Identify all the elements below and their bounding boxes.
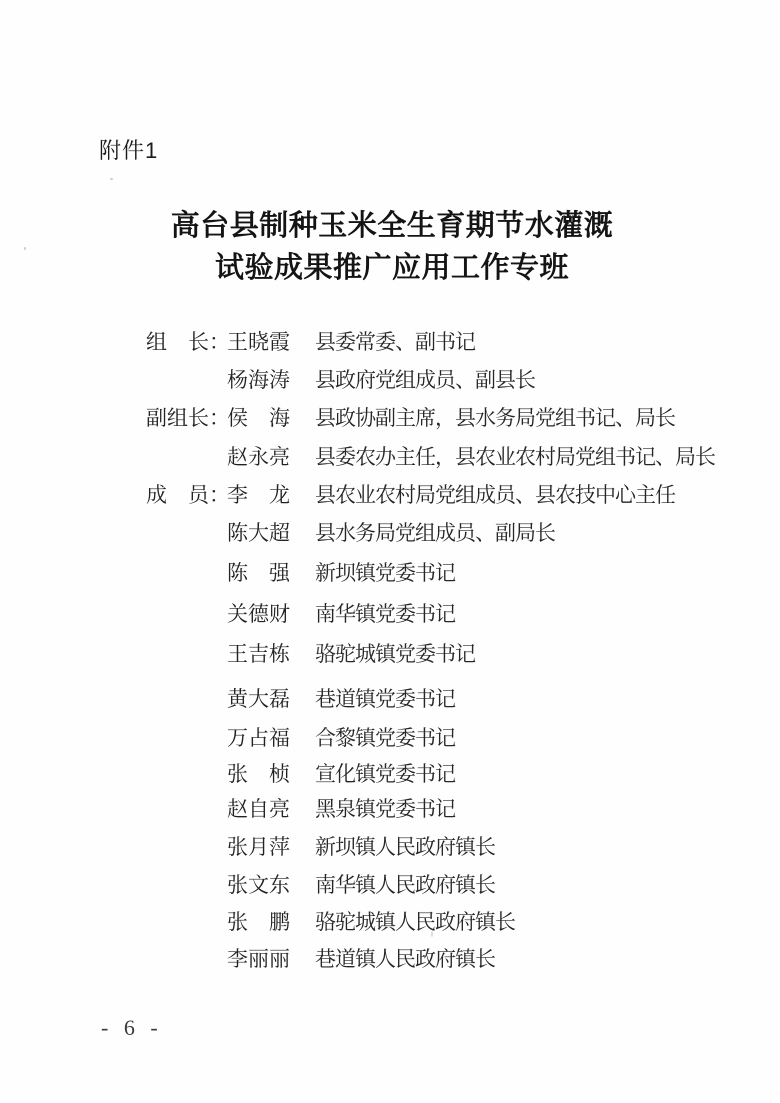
member-title: 县农业农村局党组成员、县农技中心主任 (315, 483, 675, 507)
roster-row (0, 909, 780, 937)
role-label: 成 员： (146, 483, 230, 507)
roster-row (0, 601, 780, 629)
roster-row (0, 686, 780, 714)
member-title: 骆驼城镇人民政府镇长 (315, 910, 515, 934)
page-number: - 6 - (101, 1015, 163, 1040)
member-name: 黄大磊 (227, 687, 290, 711)
member-title: 县政协副主席，县水务局党组书记、局长 (315, 406, 675, 430)
role-label: 副组长： (146, 406, 230, 430)
roster-row (0, 560, 780, 588)
member-title: 巷道镇人民政府镇长 (315, 947, 495, 971)
member-title: 南华镇人民政府镇长 (315, 873, 495, 897)
member-name: 陈 强 (227, 561, 290, 585)
member-name: 赵永亮 (227, 445, 290, 469)
attachment-label: 附件1 (99, 138, 159, 163)
member-name: 万占福 (227, 726, 290, 750)
roster-row (0, 725, 780, 753)
member-title: 南华镇党委书记 (315, 602, 455, 626)
member-name: 侯 海 (227, 406, 290, 430)
member-title: 新坝镇党委书记 (315, 561, 455, 585)
roster-row (0, 641, 780, 669)
member-title: 县水务局党组成员、副局长 (315, 521, 555, 545)
member-title: 县委农办主任，县农业农村局党组书记、局长 (315, 445, 715, 469)
member-name: 赵自亮 (227, 797, 290, 821)
roster-row (0, 796, 780, 824)
member-name: 陈大超 (227, 521, 290, 545)
member-title: 新坝镇人民政府镇长 (315, 835, 495, 859)
member-name: 张 桢 (227, 762, 290, 786)
member-name: 张月萍 (227, 835, 290, 859)
member-name: 李 龙 (227, 483, 290, 507)
member-name: 王吉栋 (227, 642, 290, 666)
member-title: 巷道镇党委书记 (315, 687, 455, 711)
member-title: 黑泉镇党委书记 (315, 797, 455, 821)
member-name: 王晓霞 (227, 330, 290, 354)
document-title-line1: 高台县制种玉米全生育期节水灌溉 (170, 210, 614, 242)
member-name: 李丽丽 (227, 947, 290, 971)
member-name: 张文东 (227, 873, 290, 897)
roster-row (0, 761, 780, 789)
member-title: 县委常委、副书记 (315, 330, 475, 354)
member-title: 宣化镇党委书记 (315, 762, 455, 786)
role-label: 组 长： (146, 330, 230, 354)
document-title-line2: 试验成果推广应用工作专班 (214, 252, 569, 284)
roster-row (0, 482, 780, 510)
member-title: 合黎镇党委书记 (315, 726, 455, 750)
roster-row (0, 946, 780, 974)
member-name: 杨海涛 (227, 368, 290, 392)
member-name: 关德财 (227, 602, 290, 626)
roster-row (0, 834, 780, 862)
roster-row (0, 520, 780, 548)
roster-row (0, 367, 780, 395)
roster-row (0, 872, 780, 900)
roster-row (0, 405, 780, 433)
member-title: 骆驼城镇党委书记 (315, 642, 475, 666)
roster-row (0, 444, 780, 472)
member-title: 县政府党组成员、副县长 (315, 368, 535, 392)
roster-row (0, 329, 780, 357)
member-name: 张 鹏 (227, 910, 290, 934)
